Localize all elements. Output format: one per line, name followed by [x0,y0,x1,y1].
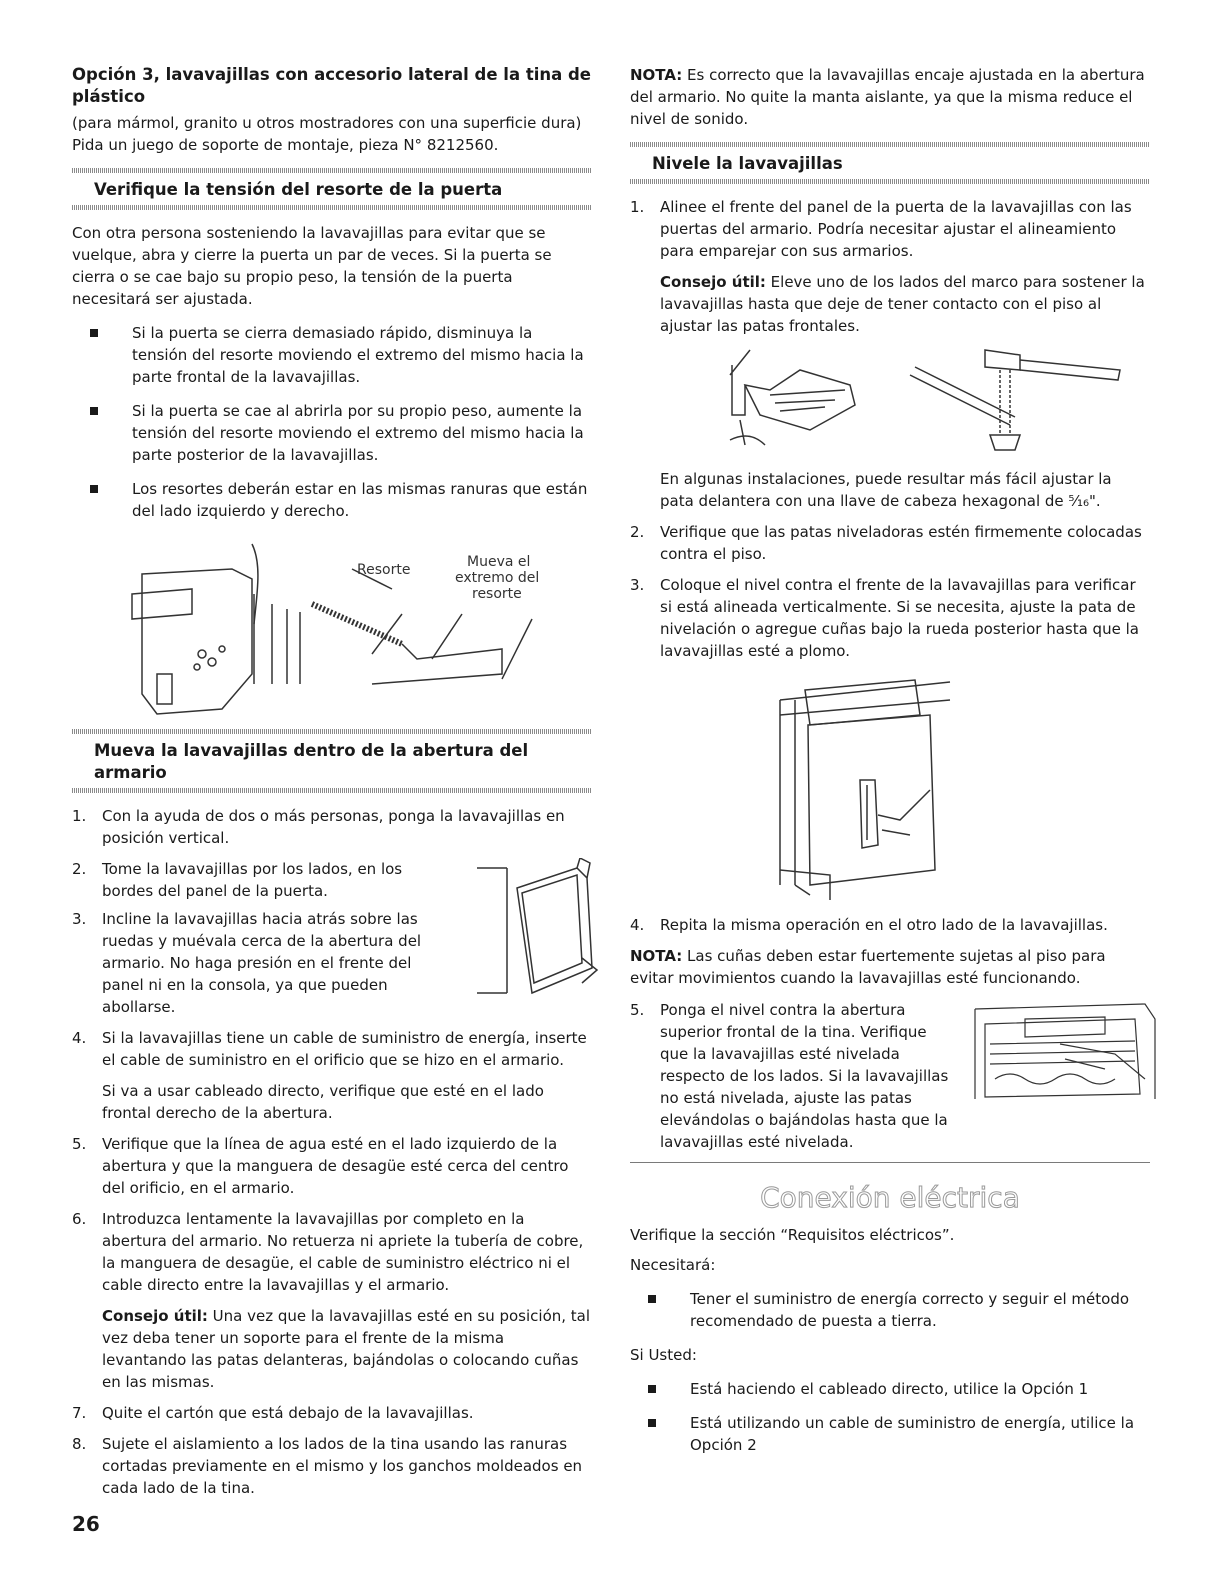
note-text: Es correcto que la lavavajillas encaje ajustada en la abertura del armario. No quite la manta aislante, ya que la misma reduce el nivel de sonido. [630,66,1145,128]
step-text: Alinee el frente del panel de la puerta de la lavavajillas con las puertas del armario. Podría necesitar ajustar el alineamiento para emparejar con sus armarios. [660,198,1132,260]
hatch-rule [72,788,592,793]
tip-label: Consejo útil: [102,1307,208,1325]
step-number: 3. [72,910,87,928]
page-number: 26 [72,1512,100,1536]
step-number: 1. [72,807,87,825]
step-number: 6. [72,1210,87,1228]
hex-key-note [660,468,1150,512]
move-label-line2: extremo del [455,570,540,586]
step-text: Tome la lavavajillas por los lados, en los bordes del panel de la puerta. [102,860,403,900]
list-item [630,574,1150,905]
step-number: 5. [72,1135,87,1153]
section-divider [630,1162,1150,1163]
list-item [72,1402,592,1424]
step-number: 4. [630,916,645,934]
tension-heading: Verifique la tensión del resorte de la puerta [94,180,503,199]
move-label-line1: Mueva el [467,554,531,570]
spring-label: Resorte [357,562,411,578]
list-item: Si la puerta se cierra demasiado rápido, disminuya la tensión del resorte moviendo el extremo del mismo hacia la parte frontal de la lavavajillas. [72,322,592,388]
option3-line2: Pida un juego de soporte de montaje, pieza N° 8212560. [72,136,499,154]
note-text: Las cuñas deben estar fuertemente sujetas al piso para evitar movimientos cuando la lavavajillas esté funcionando. [630,947,1106,987]
hex-key-text: En algunas instalaciones, puede resultar más fácil ajustar la pata delantera con una llave de cabeza hexagonal de [660,470,1112,510]
step-number: 2. [630,523,645,541]
tension-intro: Con otra persona sosteniendo la lavavajillas para evitar que se vuelque, abra y cierre la puerta un par de veces. Si la puerta se cierra o se cae bajo su propio peso, la tensión de la puerta necesitará ser ajustada. [72,224,552,308]
step-text: Ponga el nivel contra la abertura superior frontal de la tina. Verifique que la lavavajillas esté nivelada respecto de los lados. Si la lavavajillas no está nivelada, ajuste las patas elevándolas o bajándolas hasta que la lavavajillas esté nivelada. [660,1001,949,1151]
step-number: 8. [72,1435,87,1453]
step-number: 5. [630,1001,645,1019]
level-heading: Nivele la lavavajillas [652,154,843,173]
step-text: Verifique que las patas niveladoras estén firmemente colocadas contra el piso. [660,523,1142,563]
note-shims [630,945,1150,989]
step-number: 1. [630,198,645,216]
step-number: 7. [72,1404,87,1422]
tub-level-illustration [965,999,1160,1109]
tension-bullets [72,322,592,522]
move-steps [72,805,592,1499]
list-item [630,196,1150,512]
electrical-heading: Conexión eléctrica [760,1181,1020,1214]
list-item: Está utilizando un cable de suministro de energía, utilice la Opción 2 [630,1412,1150,1456]
list-item: Si la puerta se cae al abrirla por su propio peso, aumente la tensión del resorte moviendo el extremo del mismo hacia la parte posterior de la lavavajillas. [72,400,592,466]
step-text: Con la ayuda de dos o más personas, ponga la lavavajillas en posición vertical. [102,807,565,847]
electrical-intro: Verifique la sección “Requisitos eléctricos”. [630,1226,955,1244]
step-text: Si la lavavajillas tiene un cable de suministro de energía, inserte el cable de suministro en el orificio que se hizo en el armario. [102,1029,587,1069]
note-insulation [630,64,1150,130]
level-steps-continued [630,999,1150,1153]
electrical-if: Si Usted: [630,1346,697,1364]
list-item: Tener el suministro de energía correcto y seguir el método recomendado de puesta a tierra. [630,1288,1150,1332]
step-subtext: Si va a usar cableado directo, verifique que esté en el lado frontal derecho de la abertura. [102,1082,544,1122]
move-label-line3: resorte [472,586,522,602]
list-item [630,521,1150,565]
list-item [72,1208,592,1393]
list-item [630,914,1150,936]
list-item [72,805,592,849]
level-steps [630,196,1150,936]
step-text: Incline la lavavajillas hacia atrás sobre las ruedas y muévala cerca de la abertura del armario. No haga presión en el frente del panel ni en la consola, ya que pueden abollarse. [102,910,422,1016]
hatch-rule [630,179,1150,184]
list-item [630,999,1150,1153]
leveling-legs-illustration [660,345,1140,460]
tension-section-header [72,168,592,210]
step-text: Quite el cartón que está debajo de la lavavajillas. [102,1404,474,1422]
list-item: Está haciendo el cableado directo, utilice la Opción 1 [630,1378,1150,1400]
step-number: 2. [72,860,87,878]
electrical-need: Necesitará: [630,1256,716,1274]
step-text: Repita la misma operación en el otro lado de la lavavajillas. [660,916,1108,934]
list-item: Los resortes deberán estar en las mismas ranuras que están del lado izquierdo y derecho. [72,478,592,522]
option3-line1: (para mármol, granito u otros mostradores con una superficie dura) [72,114,582,132]
step-tip [660,271,1150,337]
step-number: 4. [72,1029,87,1047]
electrical-need-list [630,1288,1150,1332]
step-text: Introduzca lentamente la lavavajillas por completo en la abertura del armario. No retuerza ni apriete la tubería de cobre, la manguera de desagüe, el cable de suministro eléctrico ni el cable directo entre la lavavajillas y el armario. [102,1210,584,1294]
hex-key-size: ⁵⁄₁₆". [1068,492,1101,510]
option3-heading: Opción 3, lavavajillas con accesorio lateral de la tina de plástico [72,65,592,106]
note-label: NOTA: [630,66,683,84]
list-item [72,858,592,902]
hatch-rule [72,205,592,210]
tip-text: Eleve uno de los lados del marco para sostener la lavavajillas hasta que deje de tener contacto con el piso al ajustar las patas frontales. [660,273,1145,335]
note-label: NOTA: [630,947,683,965]
tip-text: Una vez que la lavavajillas esté en su posición, tal vez deba tener un soporte para el frente de la misma levantando las patas delanteras, bajándolas o colocando cuñas en las mismas. [102,1307,591,1391]
list-item [72,1433,592,1499]
step-tip [102,1305,592,1393]
move-section-header [72,729,592,793]
right-column [630,64,1150,1468]
electrical-if-list [630,1378,1150,1456]
step-text: Coloque el nivel contra el frente de la lavavajillas para verificar si está alineada verticalmente. Si se necesita, ajuste la pata de nivelación o agregue cuñas bajo la rueda posterior hasta que la lavavajillas esté a plomo. [660,576,1139,660]
door-spring-illustration [72,534,592,719]
left-column [72,64,592,1508]
step-text: Verifique que la línea de agua esté en el lado izquierdo de la abertura y que la manguera de desagüe esté cerca del centro del orificio, en el armario. [102,1135,569,1197]
list-item [72,908,592,1018]
list-item [72,1027,592,1124]
list-item [72,1133,592,1199]
step-text: Sujete el aislamiento a los lados de la tina usando las ranuras cortadas previamente en el mismo y los ganchos moldeados en cada lado de la tina. [102,1435,583,1497]
plumb-check-illustration [630,670,1110,905]
move-heading: Mueva la lavavajillas dentro de la abertura del armario [94,741,529,782]
tip-label: Consejo útil: [660,273,766,291]
level-section-header [630,142,1150,184]
step-number: 3. [630,576,645,594]
